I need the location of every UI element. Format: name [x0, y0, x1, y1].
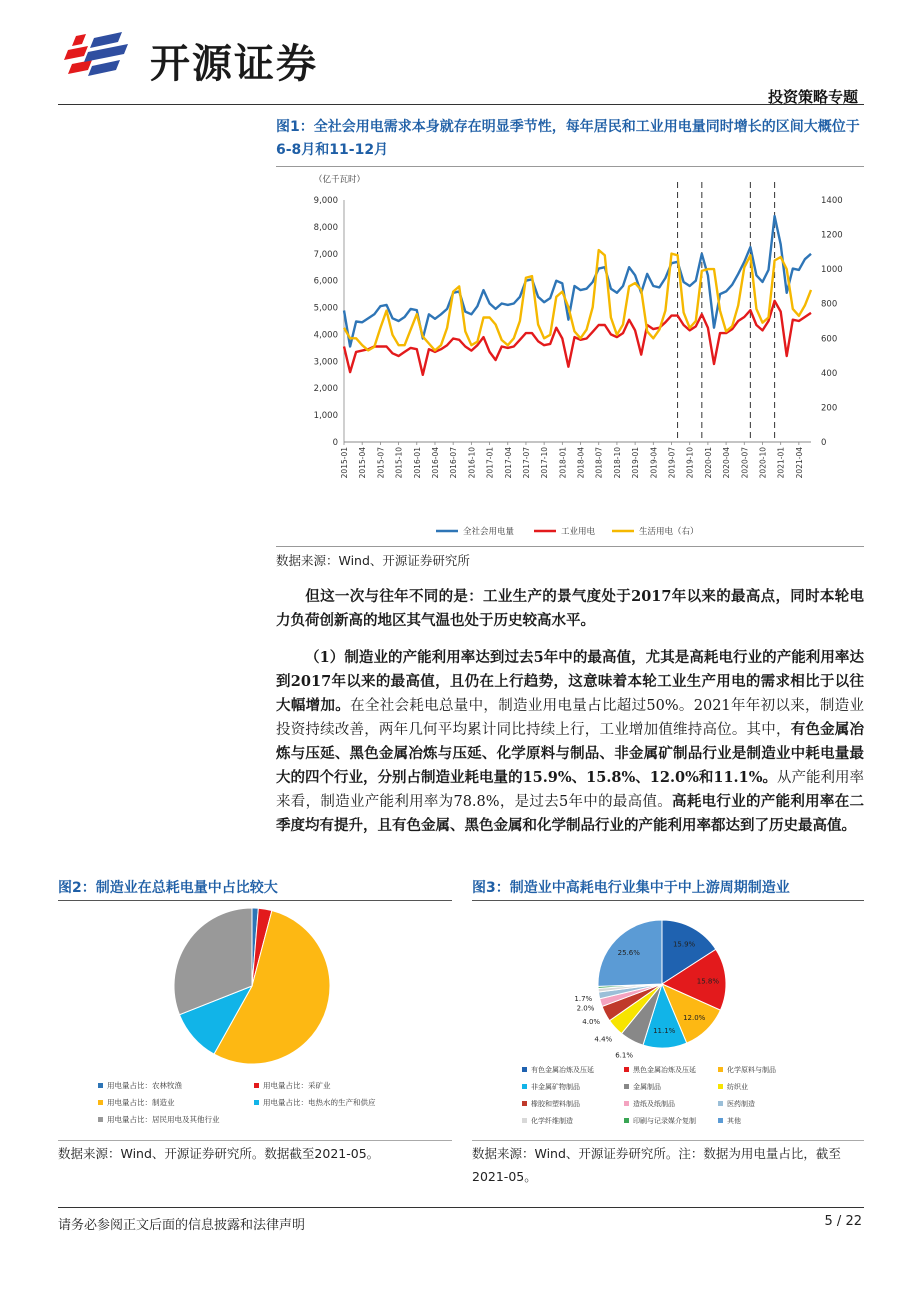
paragraph-1: [276, 585, 864, 633]
legend-swatch: [624, 1084, 629, 1089]
x-tick-label: 2016-04: [430, 447, 440, 479]
legend-label: 橡胶和塑料制品: [531, 1100, 580, 1108]
x-tick-label: 2015-07: [376, 447, 386, 479]
header-divider: [58, 104, 864, 105]
paragraph-2-bold-b: 有色金属冶炼与压延、黑色金属冶炼与压延、化学原料与制品、非金属矿制品行业是制造业中耗电量最大的四个行业，分别占制造业耗电量的15.9%、15.8%、12.0%和11.1%。: [276, 721, 865, 786]
legend-label: 印刷与记录媒介复制: [633, 1117, 696, 1125]
x-tick-label: 2020-07: [740, 447, 750, 479]
brand-logo-icon: [58, 30, 138, 80]
x-tick-label: 2018-07: [594, 447, 604, 479]
x-tick-label: 2021-04: [794, 447, 804, 479]
legend-swatch: [522, 1101, 527, 1106]
footer-divider: [58, 1207, 864, 1208]
x-tick-label: 2016-07: [449, 447, 459, 479]
brand-name: 开源证券: [150, 41, 318, 87]
y-left-tick-label: 7,000: [313, 249, 338, 260]
legend-swatch: [98, 1100, 103, 1105]
paragraph-2-bold-c: 高耗电行业的产能利用率在二季度均有提升，且有色金属、黑色金属和化学制品行业的产能利用率都达到了历史最高值。: [276, 793, 865, 834]
figure1-title-divider: [276, 166, 864, 167]
legend-swatch: [98, 1117, 103, 1122]
x-tick-label: 2018-10: [612, 447, 622, 479]
legend-label: 用电量占比：采矿业: [263, 1081, 331, 1090]
y-right-tick-label: 0: [821, 438, 827, 448]
x-tick-label: 2020-10: [758, 447, 768, 479]
x-tick-label: 2017-10: [540, 447, 550, 479]
series-line-2: [344, 301, 811, 375]
figure3-source: [472, 1142, 841, 1188]
y-right-tick-label: 1200: [821, 230, 843, 241]
y-right-tick-label: 1400: [821, 196, 843, 206]
data-label: 12.0%: [683, 1014, 706, 1022]
figure2-title: 图2：制造业在总耗电量中占比较大: [58, 880, 278, 896]
x-tick-label: 2015-10: [394, 447, 404, 479]
data-label: 6.1%: [615, 1051, 633, 1060]
legend-swatch: [624, 1101, 629, 1106]
figure3-source-line2: 2021-05。: [472, 1169, 537, 1184]
x-tick-label: 2019-07: [667, 447, 677, 479]
legend-swatch: [98, 1083, 103, 1088]
legend-label: 生活用电（右）: [639, 527, 699, 537]
x-tick-label: 2016-01: [412, 447, 422, 479]
figure1-line-chart: [276, 168, 866, 546]
y-right-tick-label: 600: [821, 334, 838, 345]
legend-label: 化学原料与制品: [727, 1066, 776, 1074]
figure3-bottom-divider: [472, 1140, 864, 1141]
legend-label: 纺织业: [727, 1083, 748, 1091]
figure3-source-line1: 数据来源：Wind、开源证券研究所。注：数据为用电量占比，截至: [472, 1146, 841, 1161]
legend-label: 工业用电: [561, 527, 596, 537]
legend-label: 全社会用电量: [463, 527, 515, 537]
legend-label: 化学纤维制造: [531, 1117, 573, 1125]
legend-swatch: [254, 1083, 259, 1088]
x-tick-label: 2019-04: [649, 447, 659, 479]
legend-label: 用电量占比：农林牧渔: [107, 1081, 182, 1090]
y-left-tick-label: 3,000: [313, 357, 338, 368]
data-label: 4.4%: [594, 1035, 613, 1044]
y-right-tick-label: 1000: [821, 265, 843, 276]
x-tick-label: 2020-01: [703, 447, 713, 479]
legend-label: 有色金属冶炼及压延: [531, 1066, 594, 1074]
y-right-tick-label: 800: [821, 299, 838, 310]
y-left-tick-label: 0: [332, 438, 338, 448]
series-line-3: [344, 250, 811, 350]
data-label: 4.0%: [582, 1018, 601, 1027]
figure2-source: 数据来源：Wind、开源证券研究所。数据截至2021-05。: [58, 1146, 380, 1161]
x-tick-label: 2021-01: [776, 446, 786, 479]
legend-swatch: [522, 1084, 527, 1089]
page-number: 5 / 22: [824, 1214, 862, 1229]
figure1-title: 图1：全社会用电需求本身就存在明显季节性，每年居民和工业用电量同时增长的区间大概位于6-8月和11-12月: [276, 119, 860, 158]
data-label: 25.6%: [617, 949, 640, 957]
section-tag: 投资策略专题: [767, 88, 858, 106]
legend-swatch: [522, 1067, 527, 1072]
paragraph-2-bold-a: （1）制造业的产能利用率达到过去5年中的最高值，尤其是高耗电行业的产能利用率达到2017年以来的最高值，且仍在上行趋势，这意味着本轮工业生产用电的需求相比于以往大幅增加。: [276, 649, 864, 714]
legend-label: 其他: [727, 1117, 741, 1125]
data-label: 15.8%: [696, 977, 720, 986]
figure2-bottom-divider: [58, 1140, 452, 1141]
legend-swatch: [254, 1100, 259, 1105]
y-right-tick-label: 400: [821, 368, 838, 379]
legend-label: 黑色金属冶炼及压延: [633, 1066, 696, 1074]
y-left-tick-label: 6,000: [313, 276, 338, 287]
figure1-source: 数据来源：Wind、开源证券研究所: [276, 553, 470, 568]
data-label: 1.7%: [574, 995, 593, 1004]
y-axis-unit-label: （亿千瓦时）: [314, 175, 366, 185]
data-label: 2.0%: [576, 1004, 595, 1013]
legend-label: 用电量占比：电热水的生产和供应: [263, 1098, 376, 1107]
y-right-tick-label: 200: [821, 403, 838, 414]
paragraph-1-bold: 但这一次与往年不同的是：工业生产的景气度处于2017年以来的最高点，同时本轮电力负荷创新高的地区其气温也处于历史较高水平。: [276, 588, 864, 629]
data-label: 15.9%: [672, 940, 696, 949]
x-tick-label: 2017-01: [485, 447, 495, 479]
figure2-pie-chart: [58, 902, 452, 1140]
y-left-tick-label: 4,000: [313, 330, 338, 341]
x-tick-label: 2017-04: [503, 447, 513, 479]
paragraph-2-text-b: 从产能利用率来看，制造业产能利用率为78.8%，是过去5年中的最高值。: [276, 770, 865, 810]
legend-label: 用电量占比：制造业: [107, 1098, 175, 1107]
legend-label: 非金属矿物制品: [531, 1083, 580, 1091]
legend-swatch: [718, 1118, 723, 1123]
x-tick-label: 2015-01: [340, 447, 349, 479]
x-tick-label: 2017-07: [521, 447, 531, 479]
legend-swatch: [718, 1067, 723, 1072]
figure3-title-divider: [472, 900, 864, 901]
legend-label: 用电量占比：居民用电及其他行业: [107, 1115, 220, 1124]
x-tick-label: 2019-10: [685, 447, 695, 479]
x-tick-label: 2015-04: [358, 447, 368, 479]
footer-disclaimer: 请务必参阅正文后面的信息披露和法律声明: [58, 1218, 306, 1233]
x-tick-label: 2016-10: [467, 447, 477, 479]
legend-swatch: [624, 1118, 629, 1123]
y-left-tick-label: 9,000: [313, 196, 338, 206]
paragraph-2: [276, 646, 864, 838]
figure3-pie-chart: [472, 902, 864, 1140]
x-tick-label: 2020-04: [722, 447, 732, 479]
figure1-bottom-divider: [276, 546, 864, 547]
y-left-tick-label: 8,000: [313, 222, 338, 233]
data-label: 11.1%: [653, 1027, 676, 1035]
legend-label: 医药制造: [727, 1100, 755, 1108]
figure2-title-divider: [58, 900, 452, 901]
figure3-title: 图3：制造业中高耗电行业集中于中上游周期制造业: [472, 880, 790, 896]
legend-swatch: [522, 1118, 527, 1123]
x-tick-label: 2018-01: [558, 447, 568, 479]
legend-label: 金属制品: [633, 1083, 661, 1091]
legend-swatch: [718, 1084, 723, 1089]
paragraph-2-text-a: 在全社会耗电总量中，制造业用电量占比超过50%。2021年年初以来，制造业投资持续改善，两年几何平均累计同比持续上行，工业增加值维持高位。其中，: [276, 698, 864, 738]
y-left-tick-label: 2,000: [313, 384, 338, 395]
legend-swatch: [718, 1101, 723, 1106]
legend-swatch: [624, 1067, 629, 1072]
y-left-tick-label: 5,000: [313, 303, 338, 314]
y-left-tick-label: 1,000: [313, 411, 338, 422]
legend-label: 造纸及纸制品: [633, 1100, 675, 1108]
x-tick-label: 2018-04: [576, 447, 586, 479]
x-tick-label: 2019-01: [631, 447, 641, 479]
